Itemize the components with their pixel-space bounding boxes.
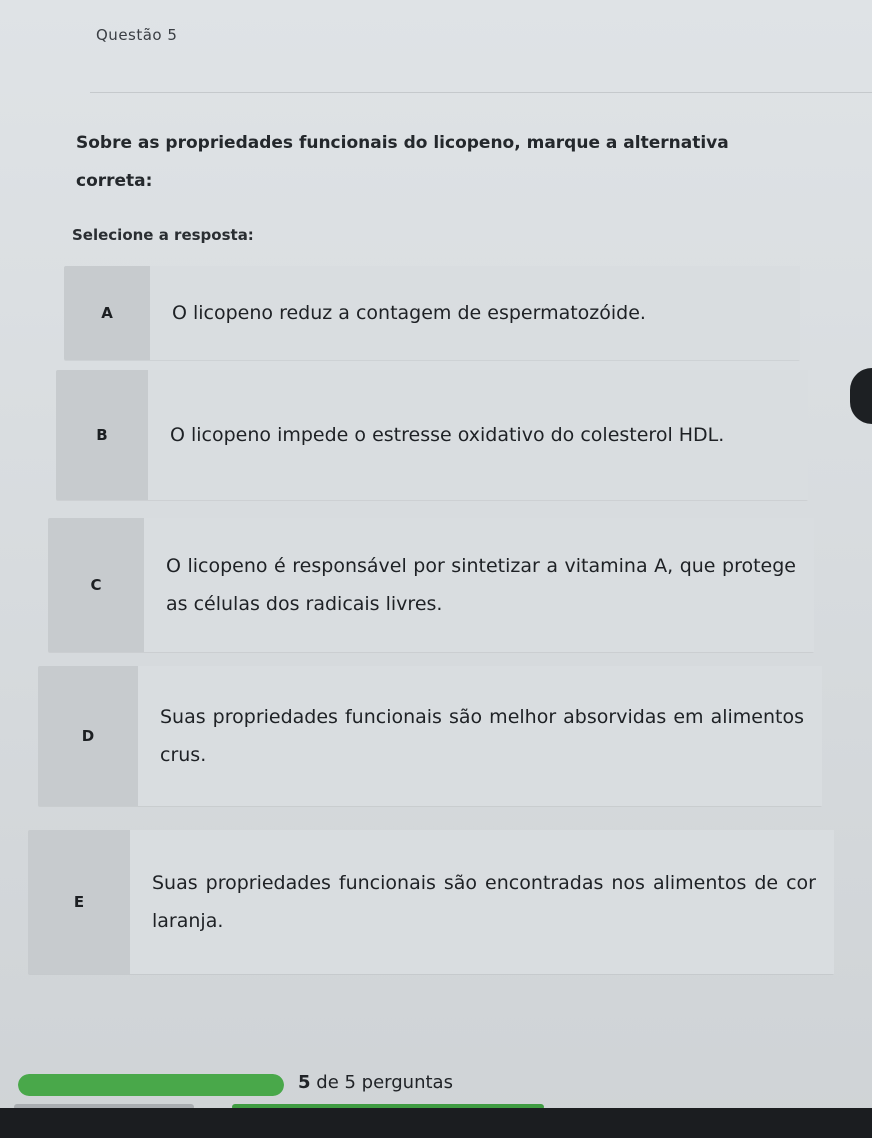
question-number: Questão 5 [96,26,178,44]
option-letter: C [90,576,102,594]
select-answer-label: Selecione a resposta: [72,226,254,244]
progress-current: 5 [298,1072,311,1093]
progress-fill [18,1074,284,1096]
option-text: Suas propriedades funcionais são melhor absorvidas em alimentos crus. [138,666,822,806]
option-text: O licopeno impede o estresse oxidativo do colesterol HDL. [148,370,808,500]
option-letter: D [81,727,95,745]
answer-option-a[interactable] [64,266,800,360]
progress-suffix: de 5 perguntas [316,1072,453,1093]
divider [90,92,872,93]
option-letter: B [96,426,108,444]
answer-option-d[interactable] [38,666,822,806]
answer-option-e[interactable] [28,830,834,974]
question-prompt: Sobre as propriedades funcionais do licopeno, marque a alternativa correta: [76,133,729,191]
option-text: Suas propriedades funcionais são encontradas nos alimentos de cor laranja. [130,830,834,974]
option-letter: E [73,893,85,911]
option-letter: A [101,304,113,322]
bottom-bar [0,1108,872,1138]
answer-option-b[interactable] [56,370,808,500]
option-text: O licopeno é responsável por sintetizar a vitamina A, que protege as células dos radicais livres. [144,518,814,652]
side-drawer-handle[interactable] [850,368,872,424]
progress-label [298,1072,453,1093]
progress-bar [18,1074,284,1096]
answer-option-c[interactable] [48,518,814,652]
option-text: O licopeno reduz a contagem de espermatozóide. [150,266,800,360]
